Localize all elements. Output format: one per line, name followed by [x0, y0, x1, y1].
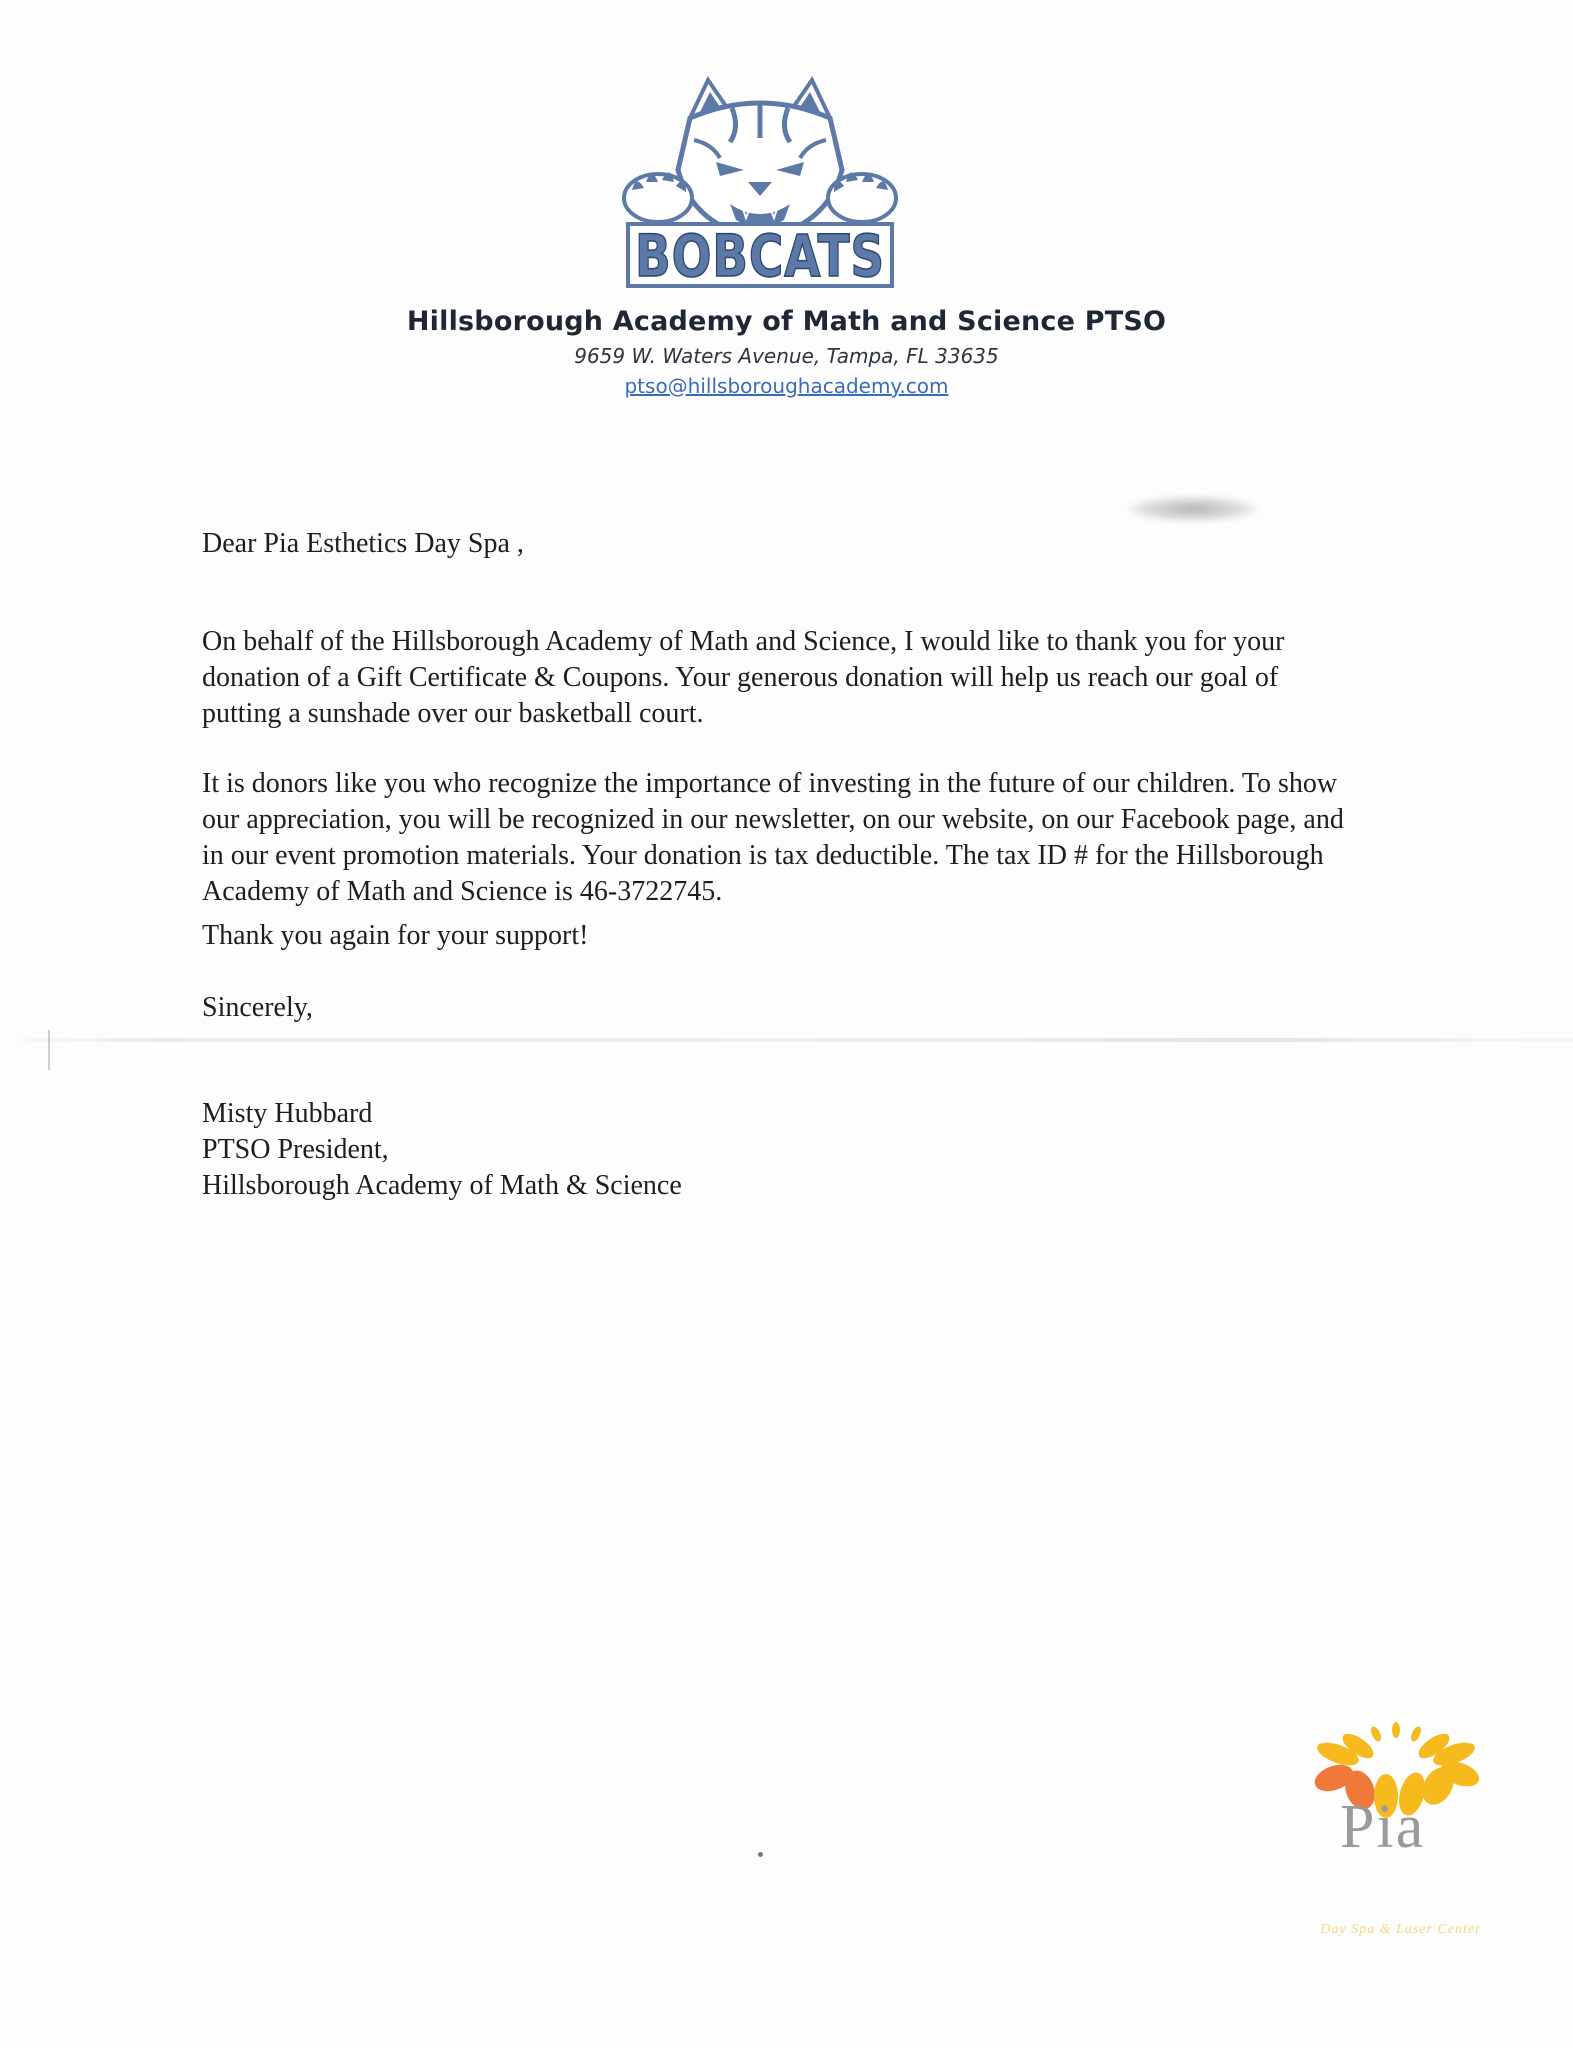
thank-you-line: Thank you again for your support!	[202, 920, 589, 951]
pia-tagline: Day Spa & Laser Center	[1320, 1922, 1482, 1937]
scan-edge-mark	[48, 1030, 50, 1070]
pia-brand: Pia	[1340, 1793, 1426, 1861]
bobcats-logo	[620, 78, 900, 298]
redacted-date	[1128, 496, 1258, 522]
signer-organization: Hillsborough Academy of Math & Science	[202, 1170, 682, 1201]
scan-fold-line	[0, 1038, 1573, 1042]
org-name: Hillsborough Academy of Math and Science PTSO	[406, 306, 1167, 337]
scan-dust-speck	[758, 1852, 763, 1857]
body-paragraph-2: It is donors like you who recognize the importance of investing in the future of our children. To show our appreciation, you will be recognized in our newsletter, on our website, on our Facebook page, and in our event promotion materials. Your donation is tax deductible. The tax ID # for the Hillsborough Academy of Math and Science is 46-3722745.	[202, 768, 1344, 907]
salutation: Dear Pia Esthetics Day Spa ,	[202, 528, 524, 559]
signature-block	[202, 1096, 1352, 1204]
signer-title: PTSO President,	[202, 1134, 389, 1165]
logo-wordmark: BOBCATS	[635, 222, 885, 290]
signer-name: Misty Hubbard	[202, 1098, 373, 1129]
org-email-link[interactable]: ptso@hillsboroughacademy.com	[624, 374, 949, 398]
closing: Sincerely,	[202, 992, 313, 1023]
body-paragraph-1: On behalf of the Hillsborough Academy of Math and Science, I would like to thank you for your donation of a Gift Certificate & Coupons. Your generous donation will help us reach our goal of putting a sunshade over our basketball court.	[202, 626, 1285, 729]
org-address: 9659 W. Waters Avenue, Tampa, FL 33635	[574, 344, 999, 368]
